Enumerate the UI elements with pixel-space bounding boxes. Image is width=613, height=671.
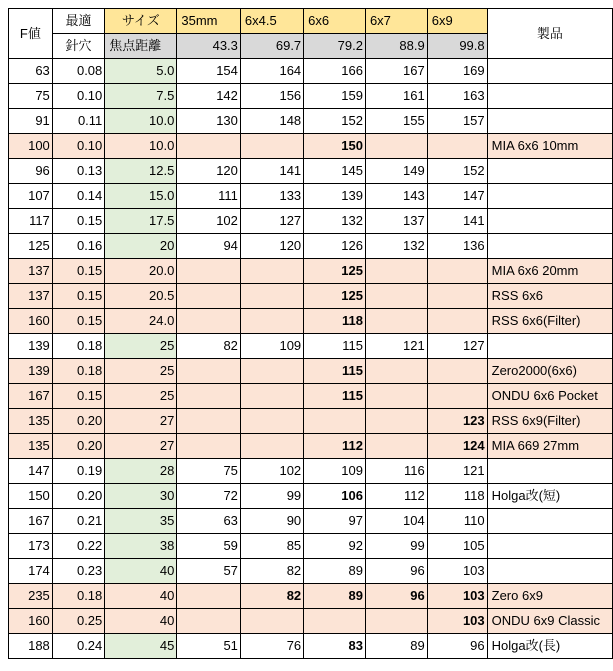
cell-product: ONDU 6x9 Classic	[487, 609, 612, 634]
cell-pinhole: 0.18	[52, 334, 104, 359]
cell-pinhole: 0.19	[52, 459, 104, 484]
cell-value-6x9: 105	[427, 534, 487, 559]
cell-value-6x6: 125	[304, 284, 366, 309]
cell-value-6x9	[427, 359, 487, 384]
cell-value-6x7: 112	[365, 484, 427, 509]
cell-value-35mm	[177, 434, 241, 459]
cell-product: RSS 6x6(Filter)	[487, 309, 612, 334]
cell-value-6x7: 96	[365, 559, 427, 584]
cell-value-6x6: 152	[304, 109, 366, 134]
cell-pinhole: 0.11	[52, 109, 104, 134]
cell-f-value: 160	[9, 609, 53, 634]
cell-value-35mm: 75	[177, 459, 241, 484]
cell-value-6x9	[427, 134, 487, 159]
cell-value-6x6: 115	[304, 334, 366, 359]
cell-f-value: 174	[9, 559, 53, 584]
cell-value-6x6: 112	[304, 434, 366, 459]
cell-value-35mm: 111	[177, 184, 241, 209]
cell-pinhole: 0.15	[52, 309, 104, 334]
cell-value-6x9: 96	[427, 634, 487, 659]
cell-product: Holga改(短)	[487, 484, 612, 509]
cell-pinhole: 0.10	[52, 134, 104, 159]
cell-value-6x45: 82	[240, 584, 303, 609]
header-optimal: 最適	[52, 9, 104, 34]
table-row	[9, 534, 613, 559]
cell-f-value: 63	[9, 59, 53, 84]
header-focal-length: 焦点距離	[105, 34, 177, 59]
cell-f-value: 160	[9, 309, 53, 334]
cell-value-35mm: 63	[177, 509, 241, 534]
cell-value-6x9: 157	[427, 109, 487, 134]
cell-value-6x7	[365, 284, 427, 309]
focal-6x9: 99.8	[427, 34, 487, 59]
pinhole-table	[8, 8, 613, 659]
cell-value-6x7: 99	[365, 534, 427, 559]
cell-value-6x45	[240, 384, 303, 409]
header-format-6x7: 6x7	[365, 9, 427, 34]
table-row	[9, 459, 613, 484]
header-format-6x45: 6x4.5	[240, 9, 303, 34]
table-row	[9, 434, 613, 459]
cell-value-6x7: 137	[365, 209, 427, 234]
cell-value-6x7	[365, 359, 427, 384]
cell-size: 15.0	[105, 184, 177, 209]
cell-size: 30	[105, 484, 177, 509]
cell-value-35mm	[177, 134, 241, 159]
cell-f-value: 135	[9, 409, 53, 434]
cell-product: MIA 6x6 20mm	[487, 259, 612, 284]
cell-value-6x9: 118	[427, 484, 487, 509]
table-row	[9, 184, 613, 209]
cell-value-35mm	[177, 284, 241, 309]
cell-f-value: 137	[9, 284, 53, 309]
cell-size: 20.0	[105, 259, 177, 284]
cell-value-35mm: 120	[177, 159, 241, 184]
cell-product	[487, 559, 612, 584]
cell-pinhole: 0.14	[52, 184, 104, 209]
cell-value-6x9: 124	[427, 434, 487, 459]
cell-value-6x9: 141	[427, 209, 487, 234]
cell-value-6x9	[427, 309, 487, 334]
cell-size: 20	[105, 234, 177, 259]
cell-product: Zero 6x9	[487, 584, 612, 609]
cell-f-value: 235	[9, 584, 53, 609]
cell-f-value: 117	[9, 209, 53, 234]
cell-product	[487, 184, 612, 209]
cell-size: 12.5	[105, 159, 177, 184]
cell-value-6x45	[240, 434, 303, 459]
cell-pinhole: 0.23	[52, 559, 104, 584]
cell-value-6x6: 109	[304, 459, 366, 484]
cell-value-6x6: 92	[304, 534, 366, 559]
cell-pinhole: 0.20	[52, 484, 104, 509]
table-row	[9, 284, 613, 309]
cell-value-6x45: 120	[240, 234, 303, 259]
cell-product: RSS 6x9(Filter)	[487, 409, 612, 434]
focal-6x7: 88.9	[365, 34, 427, 59]
cell-value-6x9: 136	[427, 234, 487, 259]
cell-value-6x7: 155	[365, 109, 427, 134]
cell-value-6x9: 169	[427, 59, 487, 84]
cell-size: 27	[105, 409, 177, 434]
cell-product: Zero2000(6x6)	[487, 359, 612, 384]
cell-value-6x7: 167	[365, 59, 427, 84]
cell-f-value: 125	[9, 234, 53, 259]
cell-size: 28	[105, 459, 177, 484]
cell-value-6x6: 115	[304, 384, 366, 409]
cell-value-35mm	[177, 584, 241, 609]
cell-pinhole: 0.20	[52, 434, 104, 459]
cell-size: 35	[105, 509, 177, 534]
cell-value-6x6: 118	[304, 309, 366, 334]
cell-f-value: 173	[9, 534, 53, 559]
cell-value-6x7	[365, 609, 427, 634]
cell-f-value: 100	[9, 134, 53, 159]
cell-f-value: 167	[9, 509, 53, 534]
cell-value-6x45: 133	[240, 184, 303, 209]
cell-f-value: 139	[9, 334, 53, 359]
header-f-value: F値	[9, 9, 53, 59]
cell-value-6x9: 152	[427, 159, 487, 184]
cell-value-6x6	[304, 609, 366, 634]
cell-value-6x9: 103	[427, 584, 487, 609]
cell-value-6x9: 123	[427, 409, 487, 434]
cell-value-35mm	[177, 359, 241, 384]
cell-value-6x45: 90	[240, 509, 303, 534]
cell-size: 7.5	[105, 84, 177, 109]
cell-value-6x7	[365, 409, 427, 434]
table-row	[9, 59, 613, 84]
cell-pinhole: 0.25	[52, 609, 104, 634]
cell-value-35mm: 154	[177, 59, 241, 84]
cell-size: 45	[105, 634, 177, 659]
table-row	[9, 559, 613, 584]
cell-value-6x6: 159	[304, 84, 366, 109]
cell-size: 27	[105, 434, 177, 459]
cell-value-6x45: 148	[240, 109, 303, 134]
header-format-6x6: 6x6	[304, 9, 366, 34]
cell-pinhole: 0.15	[52, 384, 104, 409]
cell-value-6x45	[240, 259, 303, 284]
cell-value-6x7	[365, 309, 427, 334]
cell-f-value: 75	[9, 84, 53, 109]
cell-value-35mm: 94	[177, 234, 241, 259]
cell-value-6x9: 121	[427, 459, 487, 484]
cell-f-value: 147	[9, 459, 53, 484]
table-row	[9, 609, 613, 634]
cell-value-6x45: 102	[240, 459, 303, 484]
cell-value-35mm: 59	[177, 534, 241, 559]
cell-pinhole: 0.08	[52, 59, 104, 84]
header-size: サイズ	[105, 9, 177, 34]
cell-size: 20.5	[105, 284, 177, 309]
focal-6x45: 69.7	[240, 34, 303, 59]
cell-value-6x7	[365, 134, 427, 159]
cell-value-6x9	[427, 284, 487, 309]
cell-value-35mm: 82	[177, 334, 241, 359]
cell-product	[487, 534, 612, 559]
cell-f-value: 188	[9, 634, 53, 659]
cell-value-35mm: 130	[177, 109, 241, 134]
cell-product	[487, 509, 612, 534]
table-row	[9, 334, 613, 359]
cell-product	[487, 59, 612, 84]
cell-value-35mm: 142	[177, 84, 241, 109]
cell-value-35mm: 72	[177, 484, 241, 509]
cell-value-6x6: 89	[304, 559, 366, 584]
cell-value-6x9: 127	[427, 334, 487, 359]
cell-f-value: 135	[9, 434, 53, 459]
cell-size: 38	[105, 534, 177, 559]
cell-value-6x6	[304, 409, 366, 434]
cell-pinhole: 0.18	[52, 359, 104, 384]
focal-35mm: 43.3	[177, 34, 241, 59]
cell-value-6x6: 126	[304, 234, 366, 259]
cell-value-6x9	[427, 384, 487, 409]
cell-value-35mm: 51	[177, 634, 241, 659]
cell-value-35mm: 102	[177, 209, 241, 234]
table-body	[9, 9, 613, 659]
cell-pinhole: 0.24	[52, 634, 104, 659]
cell-size: 10.0	[105, 109, 177, 134]
table-row	[9, 584, 613, 609]
cell-size: 5.0	[105, 59, 177, 84]
table-row	[9, 209, 613, 234]
header-product: 製品	[487, 9, 612, 59]
header-format-6x9: 6x9	[427, 9, 487, 34]
cell-pinhole: 0.22	[52, 534, 104, 559]
cell-value-6x45: 109	[240, 334, 303, 359]
cell-value-6x7	[365, 259, 427, 284]
cell-value-6x45: 127	[240, 209, 303, 234]
cell-pinhole: 0.18	[52, 584, 104, 609]
cell-value-6x7: 89	[365, 634, 427, 659]
cell-pinhole: 0.10	[52, 84, 104, 109]
cell-value-6x45: 85	[240, 534, 303, 559]
cell-value-6x45: 76	[240, 634, 303, 659]
cell-value-6x45	[240, 309, 303, 334]
cell-f-value: 91	[9, 109, 53, 134]
table-row	[9, 309, 613, 334]
cell-product: ONDU 6x6 Pocket	[487, 384, 612, 409]
cell-value-6x7: 143	[365, 184, 427, 209]
cell-size: 25	[105, 359, 177, 384]
cell-product: RSS 6x6	[487, 284, 612, 309]
cell-value-6x45: 99	[240, 484, 303, 509]
table-row	[9, 359, 613, 384]
cell-value-6x6: 145	[304, 159, 366, 184]
cell-value-6x7: 132	[365, 234, 427, 259]
cell-value-35mm	[177, 409, 241, 434]
cell-pinhole: 0.15	[52, 259, 104, 284]
cell-value-6x6: 89	[304, 584, 366, 609]
cell-value-6x45	[240, 284, 303, 309]
cell-value-6x6: 139	[304, 184, 366, 209]
cell-pinhole: 0.21	[52, 509, 104, 534]
cell-pinhole: 0.13	[52, 159, 104, 184]
cell-product: MIA 669 27mm	[487, 434, 612, 459]
cell-value-35mm	[177, 309, 241, 334]
cell-value-6x7	[365, 384, 427, 409]
cell-value-6x9: 163	[427, 84, 487, 109]
table-row	[9, 259, 613, 284]
table-row	[9, 134, 613, 159]
cell-value-6x7: 121	[365, 334, 427, 359]
cell-product	[487, 159, 612, 184]
cell-value-6x45	[240, 359, 303, 384]
cell-value-6x6: 150	[304, 134, 366, 159]
cell-value-6x9: 103	[427, 559, 487, 584]
cell-value-6x45: 164	[240, 59, 303, 84]
cell-product	[487, 209, 612, 234]
cell-value-6x45: 82	[240, 559, 303, 584]
cell-value-6x45	[240, 609, 303, 634]
cell-size: 25	[105, 334, 177, 359]
cell-value-6x6: 106	[304, 484, 366, 509]
cell-value-6x6: 97	[304, 509, 366, 534]
table-row	[9, 109, 613, 134]
cell-f-value: 96	[9, 159, 53, 184]
cell-value-6x45	[240, 134, 303, 159]
table-row	[9, 409, 613, 434]
cell-pinhole: 0.16	[52, 234, 104, 259]
focal-6x6: 79.2	[304, 34, 366, 59]
cell-value-6x7: 104	[365, 509, 427, 534]
cell-value-6x7	[365, 434, 427, 459]
table-container	[8, 8, 613, 659]
cell-product	[487, 459, 612, 484]
cell-product	[487, 84, 612, 109]
cell-value-35mm	[177, 384, 241, 409]
cell-value-6x7: 116	[365, 459, 427, 484]
cell-value-6x6: 125	[304, 259, 366, 284]
cell-product: MIA 6x6 10mm	[487, 134, 612, 159]
header-row-1	[9, 9, 613, 34]
table-row	[9, 484, 613, 509]
cell-f-value: 137	[9, 259, 53, 284]
cell-size: 17.5	[105, 209, 177, 234]
cell-pinhole: 0.15	[52, 284, 104, 309]
cell-value-6x45: 141	[240, 159, 303, 184]
table-row	[9, 234, 613, 259]
table-row	[9, 84, 613, 109]
cell-value-6x45: 156	[240, 84, 303, 109]
cell-product: Holga改(長)	[487, 634, 612, 659]
cell-pinhole: 0.20	[52, 409, 104, 434]
cell-size: 24.0	[105, 309, 177, 334]
table-row	[9, 509, 613, 534]
cell-size: 40	[105, 609, 177, 634]
table-row	[9, 384, 613, 409]
cell-product	[487, 334, 612, 359]
cell-value-6x7: 149	[365, 159, 427, 184]
cell-size: 40	[105, 559, 177, 584]
cell-value-6x45	[240, 409, 303, 434]
cell-pinhole: 0.15	[52, 209, 104, 234]
cell-value-6x9: 110	[427, 509, 487, 534]
header-pinhole: 針穴	[52, 34, 104, 59]
cell-value-6x6: 166	[304, 59, 366, 84]
cell-product	[487, 109, 612, 134]
cell-value-6x9	[427, 259, 487, 284]
table-row	[9, 159, 613, 184]
cell-size: 10.0	[105, 134, 177, 159]
header-format-35mm: 35mm	[177, 9, 241, 34]
cell-value-35mm: 57	[177, 559, 241, 584]
cell-value-6x6: 83	[304, 634, 366, 659]
cell-value-6x7: 161	[365, 84, 427, 109]
cell-value-35mm	[177, 259, 241, 284]
cell-size: 40	[105, 584, 177, 609]
cell-value-35mm	[177, 609, 241, 634]
table-row	[9, 634, 613, 659]
cell-f-value: 139	[9, 359, 53, 384]
cell-value-6x7: 96	[365, 584, 427, 609]
cell-value-6x6: 115	[304, 359, 366, 384]
cell-f-value: 167	[9, 384, 53, 409]
cell-value-6x9: 147	[427, 184, 487, 209]
cell-f-value: 150	[9, 484, 53, 509]
cell-f-value: 107	[9, 184, 53, 209]
cell-value-6x9: 103	[427, 609, 487, 634]
cell-product	[487, 234, 612, 259]
cell-value-6x6: 132	[304, 209, 366, 234]
cell-size: 25	[105, 384, 177, 409]
